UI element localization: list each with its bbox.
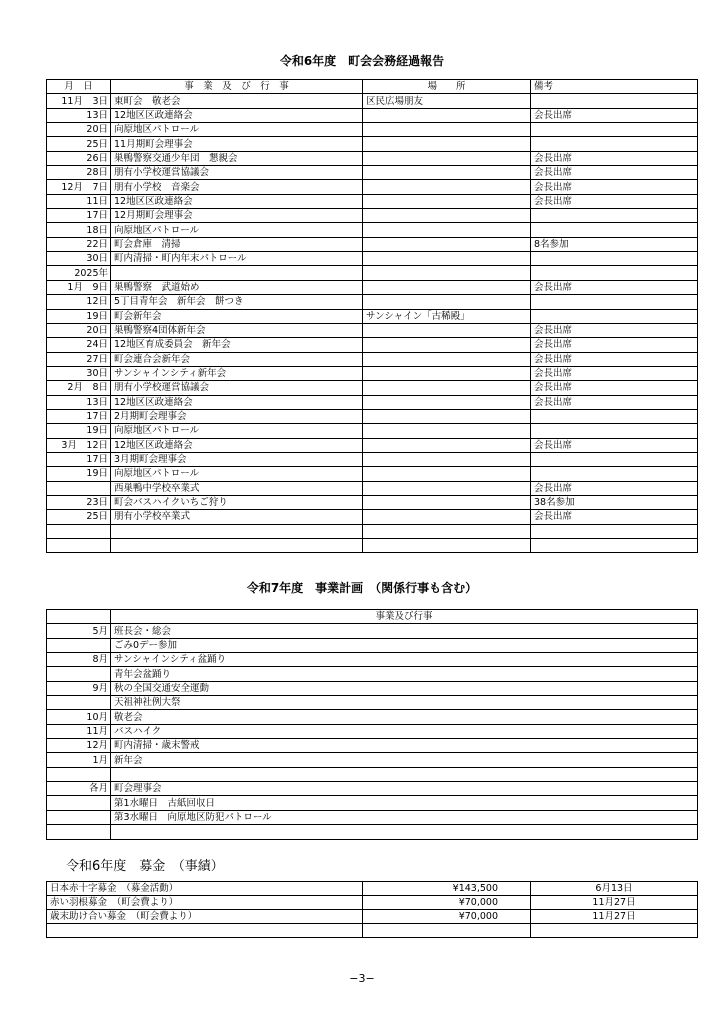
row-event [111, 539, 363, 553]
table-row [47, 810, 698, 824]
header-note: 備考 [531, 80, 698, 94]
row-event: 新年会 [111, 753, 698, 767]
row-month: 12月 [47, 739, 111, 753]
row-date: 18日 [47, 223, 111, 237]
table-row [47, 338, 698, 352]
row-place [363, 295, 531, 309]
row-event: 班長会・総会 [111, 624, 698, 638]
table-row [47, 438, 698, 452]
row-event: 第3水曜日 向原地区防犯パトロール [111, 810, 698, 824]
row-donation-amount: ¥70,000 [363, 910, 531, 924]
row-event: 町会倉庫 清掃 [111, 237, 363, 251]
table-row [47, 724, 698, 738]
row-event: 天祖神社例大祭 [111, 696, 698, 710]
table-row [47, 667, 698, 681]
table-row [47, 151, 698, 165]
row-month: 1月 [47, 753, 111, 767]
row-note [531, 524, 698, 538]
table-row [47, 409, 698, 423]
header-place: 場 所 [363, 80, 531, 94]
table-header-row [47, 610, 698, 624]
table-row [47, 638, 698, 652]
row-note: 会長出席 [531, 180, 698, 194]
row-event: 11月期町会理事会 [111, 137, 363, 151]
table-row [47, 395, 698, 409]
row-note: 会長出席 [531, 352, 698, 366]
donation-title: 令和6年度 募金 （事績） [66, 859, 224, 874]
row-month [47, 696, 111, 710]
table-row [47, 539, 698, 553]
row-date: 22日 [47, 237, 111, 251]
row-donation-date [531, 924, 698, 938]
row-note [531, 266, 698, 280]
table-row [47, 194, 698, 208]
table-row [47, 910, 698, 924]
row-event: 町会連合会新年会 [111, 352, 363, 366]
row-note [531, 137, 698, 151]
row-place [363, 223, 531, 237]
table-row [47, 510, 698, 524]
row-donation-date: 11月27日 [531, 896, 698, 910]
table-row [47, 681, 698, 695]
row-month: 9月 [47, 681, 111, 695]
row-event: 巣鴨警察交通少年団 懇親会 [111, 151, 363, 165]
row-date [47, 481, 111, 495]
row-place [363, 123, 531, 137]
row-place: サンシャイン「古稀殿」 [363, 309, 531, 323]
row-event: 朋有小学校卒業式 [111, 510, 363, 524]
row-note [531, 424, 698, 438]
row-note [531, 452, 698, 466]
row-place [363, 108, 531, 122]
table-row [47, 825, 698, 839]
row-note [531, 123, 698, 137]
row-month: 11月 [47, 724, 111, 738]
table-row [47, 896, 698, 910]
table-row [47, 108, 698, 122]
row-note: 会長出席 [531, 481, 698, 495]
row-donation-name: 日本赤十字募金 （募金活動） [47, 882, 363, 896]
row-event: 巣鴨警察4団体新年会 [111, 323, 363, 337]
row-donation-name [47, 924, 363, 938]
table-row [47, 452, 698, 466]
row-event: 町会新年会 [111, 309, 363, 323]
row-event: 西巣鴨中学校卒業式 [111, 481, 363, 495]
table-row [47, 180, 698, 194]
row-event: 2月期町会理事会 [111, 409, 363, 423]
table-row [47, 309, 698, 323]
row-month: 10月 [47, 710, 111, 724]
row-donation-amount [363, 924, 531, 938]
table-row [47, 924, 698, 938]
row-place [363, 381, 531, 395]
row-place [363, 137, 531, 151]
row-place [363, 438, 531, 452]
table-row [47, 710, 698, 724]
row-donation-amount: ¥70,000 [363, 896, 531, 910]
row-place [363, 452, 531, 466]
row-date: 2月 8日 [47, 381, 111, 395]
row-date: 17日 [47, 452, 111, 466]
row-note [531, 309, 698, 323]
row-note: 会長出席 [531, 166, 698, 180]
table-row [47, 252, 698, 266]
table-row [47, 467, 698, 481]
row-place [363, 424, 531, 438]
row-place [363, 266, 531, 280]
row-place [363, 366, 531, 380]
row-month [47, 667, 111, 681]
row-event: 12地区区政連絡会 [111, 395, 363, 409]
table-row [47, 424, 698, 438]
row-date: 25日 [47, 137, 111, 151]
row-place [363, 467, 531, 481]
row-month [47, 796, 111, 810]
row-place [363, 166, 531, 180]
row-note [531, 409, 698, 423]
header-event: 事 業 及 び 行 事 [111, 80, 363, 94]
table-row [47, 223, 698, 237]
row-date: 28日 [47, 166, 111, 180]
table-row [47, 696, 698, 710]
row-date: 11月 3日 [47, 94, 111, 108]
table-row [47, 209, 698, 223]
donation-table [46, 881, 698, 938]
row-date: 12日 [47, 295, 111, 309]
row-event [111, 266, 363, 280]
row-note [531, 467, 698, 481]
row-event: 巣鴨警察 武道始め [111, 280, 363, 294]
row-place: 区民広場朋友 [363, 94, 531, 108]
plan-table [46, 609, 698, 840]
row-event: 朋有小学校運営協議会 [111, 166, 363, 180]
row-date: 17日 [47, 409, 111, 423]
activity-report-table [46, 79, 698, 553]
row-note: 会長出席 [531, 108, 698, 122]
table-row [47, 280, 698, 294]
table-row [47, 653, 698, 667]
row-date [47, 539, 111, 553]
row-donation-name: 赤い羽根募金 （町会費より） [47, 896, 363, 910]
row-month [47, 767, 111, 781]
row-event: 12地区区政連絡会 [111, 108, 363, 122]
row-month [47, 638, 111, 652]
row-place [363, 495, 531, 509]
row-note [531, 209, 698, 223]
row-note: 会長出席 [531, 323, 698, 337]
row-date: 3月 12日 [47, 438, 111, 452]
table-row [47, 739, 698, 753]
row-event: 秋の全国交通安全運動 [111, 681, 698, 695]
row-place [363, 510, 531, 524]
row-note [531, 295, 698, 309]
row-note [531, 252, 698, 266]
header-month [47, 610, 111, 624]
row-note: 会長出席 [531, 381, 698, 395]
row-note [531, 223, 698, 237]
row-event [111, 825, 698, 839]
row-note: 会長出席 [531, 366, 698, 380]
table-row [47, 524, 698, 538]
row-event: 12地区区政連絡会 [111, 438, 363, 452]
table-row [47, 796, 698, 810]
row-date: 19日 [47, 309, 111, 323]
row-month [47, 825, 111, 839]
row-note: 38名参加 [531, 495, 698, 509]
row-donation-date: 11月27日 [531, 910, 698, 924]
row-date: 17日 [47, 209, 111, 223]
row-event: 第1水曜日 古紙回収日 [111, 796, 698, 810]
row-place [363, 524, 531, 538]
table-row [47, 94, 698, 108]
table-row [47, 366, 698, 380]
report-title: 令和6年度 町会会務経過報告 [279, 54, 445, 68]
table-header-row [47, 80, 698, 94]
row-event: サンシャインシティ新年会 [111, 366, 363, 380]
row-place [363, 352, 531, 366]
table-row [47, 137, 698, 151]
row-date: 30日 [47, 252, 111, 266]
row-place [363, 280, 531, 294]
row-note [531, 94, 698, 108]
table-row [47, 266, 698, 280]
row-month [47, 810, 111, 824]
row-date: 19日 [47, 467, 111, 481]
row-month: 8月 [47, 653, 111, 667]
row-event: 町会理事会 [111, 782, 698, 796]
header-date: 月 日 [47, 80, 111, 94]
row-date: 19日 [47, 424, 111, 438]
row-place [363, 409, 531, 423]
row-place [363, 237, 531, 251]
row-date: 20日 [47, 123, 111, 137]
table-row [47, 381, 698, 395]
row-event: 朋有小学校運営協議会 [111, 381, 363, 395]
row-date: 13日 [47, 108, 111, 122]
row-date: 26日 [47, 151, 111, 165]
row-event: 向原地区パトロール [111, 223, 363, 237]
row-date: 20日 [47, 323, 111, 337]
row-place [363, 539, 531, 553]
row-event: 向原地区パトロール [111, 467, 363, 481]
row-note: 会長出席 [531, 438, 698, 452]
table-row [47, 782, 698, 796]
row-date: 13日 [47, 395, 111, 409]
table-row [47, 882, 698, 896]
row-event: バスハイク [111, 724, 698, 738]
row-event: 12月期町会理事会 [111, 209, 363, 223]
row-date: 24日 [47, 338, 111, 352]
row-event: 向原地区パトロール [111, 424, 363, 438]
row-event: ごみ0デー参加 [111, 638, 698, 652]
table-row [47, 767, 698, 781]
row-place [363, 481, 531, 495]
row-event: 3月期町会理事会 [111, 452, 363, 466]
row-event: 町内清掃・町内年末パトロール [111, 252, 363, 266]
row-date: 2025年 [47, 266, 111, 280]
row-place [363, 252, 531, 266]
row-note: 8名参加 [531, 237, 698, 251]
table-row [47, 481, 698, 495]
row-place [363, 323, 531, 337]
table-row [47, 237, 698, 251]
row-month: 5月 [47, 624, 111, 638]
row-note: 会長出席 [531, 395, 698, 409]
plan-title: 令和7年度 事業計画 （関係行事も含む） [246, 581, 478, 595]
row-note: 会長出席 [531, 151, 698, 165]
table-row [47, 166, 698, 180]
row-place [363, 395, 531, 409]
row-date: 12月 7日 [47, 180, 111, 194]
row-place [363, 209, 531, 223]
row-event: 敬老会 [111, 710, 698, 724]
row-place [363, 194, 531, 208]
row-event: 12地区育成委員会 新年会 [111, 338, 363, 352]
row-date: 30日 [47, 366, 111, 380]
row-note: 会長出席 [531, 338, 698, 352]
row-note: 会長出席 [531, 510, 698, 524]
row-event: 青年会盆踊り [111, 667, 698, 681]
row-event: 向原地区パトロール [111, 123, 363, 137]
row-date: 23日 [47, 495, 111, 509]
table-row [47, 495, 698, 509]
row-note [531, 539, 698, 553]
table-row [47, 295, 698, 309]
row-event [111, 524, 363, 538]
row-donation-name: 歳末助け合い募金 （町会費より） [47, 910, 363, 924]
row-date: 27日 [47, 352, 111, 366]
table-row [47, 753, 698, 767]
row-note: 会長出席 [531, 194, 698, 208]
row-place [363, 338, 531, 352]
page-number: −3− [349, 972, 375, 985]
row-event: サンシャインシティ盆踊り [111, 653, 698, 667]
table-row [47, 624, 698, 638]
table-row [47, 323, 698, 337]
row-event: 東町会 敬老会 [111, 94, 363, 108]
row-event: 町会バスハイクいちご狩り [111, 495, 363, 509]
row-date: 11日 [47, 194, 111, 208]
row-place [363, 151, 531, 165]
row-note: 会長出席 [531, 280, 698, 294]
row-date: 25日 [47, 510, 111, 524]
row-donation-date: 6月13日 [531, 882, 698, 896]
row-donation-amount: ¥143,500 [363, 882, 531, 896]
row-event: 朋有小学校 音楽会 [111, 180, 363, 194]
table-row [47, 352, 698, 366]
row-event: 町内清掃・歳末警戒 [111, 739, 698, 753]
row-event [111, 767, 698, 781]
table-row [47, 123, 698, 137]
row-date: 1月 9日 [47, 280, 111, 294]
row-event: 12地区区政連絡会 [111, 194, 363, 208]
header-event: 事業及び行事 [111, 610, 698, 624]
row-date [47, 524, 111, 538]
row-month: 各月 [47, 782, 111, 796]
row-event: 5丁目青年会 新年会 餅つき [111, 295, 363, 309]
row-place [363, 180, 531, 194]
